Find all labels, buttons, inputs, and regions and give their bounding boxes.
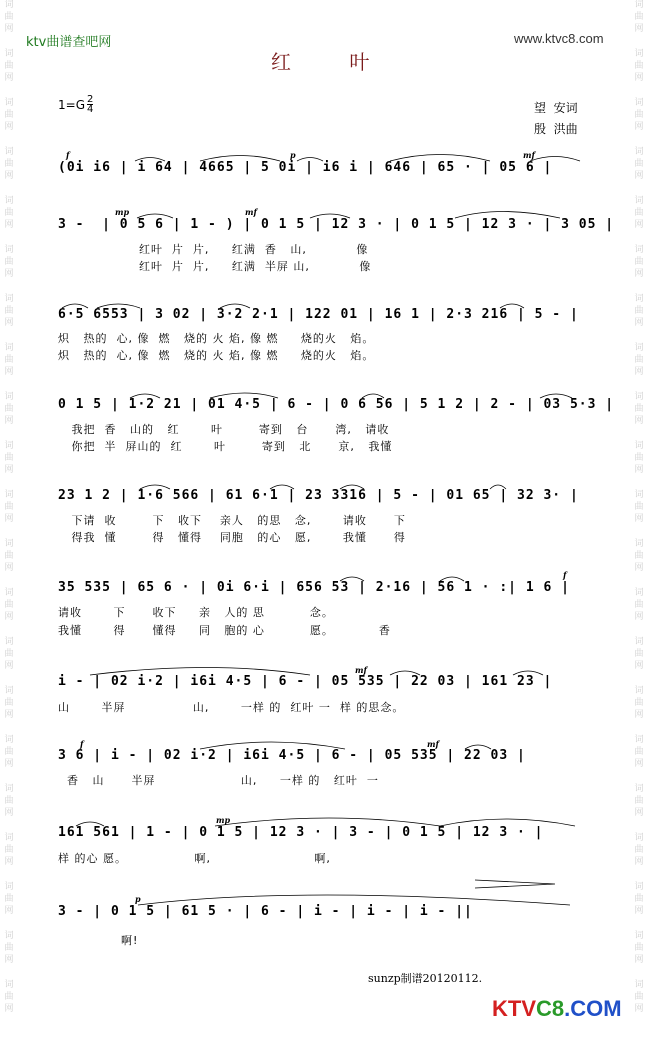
watermark-char: 词 <box>634 882 644 892</box>
lyricist: 望 安词 <box>534 101 578 115</box>
watermark-char: 网 <box>634 710 644 720</box>
watermark-char: 网 <box>4 171 14 181</box>
watermark-char: 网 <box>634 122 644 132</box>
watermark-char: 网 <box>4 24 14 34</box>
watermark-char: 曲 <box>4 600 14 610</box>
watermark-char: 词 <box>4 147 14 157</box>
watermark-char: 词 <box>4 833 14 843</box>
watermark-char: 曲 <box>4 894 14 904</box>
watermark-char: 曲 <box>4 404 14 414</box>
notation-row-3: 6·5 6553 | 3 02 | 3·2 2·1 | 122 01 | 16 1 | 2·3 216 | 5 - | <box>58 307 579 322</box>
time-top: 2 <box>87 94 94 105</box>
watermark-char: 词 <box>4 245 14 255</box>
key-signature: 1=G <box>58 98 85 112</box>
watermark-char: 曲 <box>4 257 14 267</box>
watermark-char: 曲 <box>634 12 644 22</box>
watermark-char: 曲 <box>634 796 644 806</box>
lyric-row-9: 样 的心 愿。 啊, 啊, <box>58 852 331 865</box>
watermark-char: 曲 <box>634 306 644 316</box>
site-logo[interactable] <box>492 996 622 1022</box>
watermark-char: 词 <box>634 588 644 598</box>
watermark-char: 网 <box>4 514 14 524</box>
watermark-char: 词 <box>4 980 14 990</box>
watermark-char: 词 <box>634 539 644 549</box>
watermark-char: 网 <box>4 73 14 83</box>
dynamic-mark: p <box>135 894 141 904</box>
dynamic-mark: mf <box>245 207 257 217</box>
watermark-char: 词 <box>634 980 644 990</box>
watermark-char: 曲 <box>4 12 14 22</box>
notation-row-1: (0i i6 | i 64 | 4665 | 5 0i | i6 i | 646 | 65 · | 05 6 | <box>58 160 553 175</box>
watermark-char: 曲 <box>634 894 644 904</box>
dynamic-mark: mp <box>115 207 130 217</box>
watermark-char: 曲 <box>4 208 14 218</box>
watermark-char: 词 <box>4 0 14 10</box>
watermark-char: 网 <box>634 514 644 524</box>
dynamic-mark: f <box>66 150 70 160</box>
watermark-char: 网 <box>4 612 14 622</box>
composer: 殷 洪曲 <box>534 122 578 136</box>
watermark-char: 曲 <box>634 61 644 71</box>
logo-part-1: KTV <box>492 996 536 1021</box>
lyric-row-10: 啊! <box>58 934 139 947</box>
watermark-char: 词 <box>4 882 14 892</box>
watermark-char: 网 <box>634 661 644 671</box>
lyric-row-3-verse-1: 炽 热的 心, 像 燃 烧的 火 焰, 像 燃 烧的火 焰。 <box>58 332 375 345</box>
watermark-char: 网 <box>634 955 644 965</box>
watermark-char: 网 <box>634 1004 644 1014</box>
lyric-row-4-verse-1: 我把 香 山的 红 叶 寄到 台 湾, 请收 <box>58 423 390 436</box>
lyric-row-7: 山 半屏 山, 一样 的 红叶 一 样 的思念。 <box>58 701 405 714</box>
watermark-char: 曲 <box>4 61 14 71</box>
watermark-char: 词 <box>4 490 14 500</box>
watermark-char: 词 <box>634 784 644 794</box>
watermark-char: 网 <box>4 955 14 965</box>
watermark-char: 网 <box>634 367 644 377</box>
watermark-char: 曲 <box>4 796 14 806</box>
dynamic-mark: f <box>80 739 84 749</box>
notation-row-4: 0 1 5 | 1·2 21 | 01 4·5 | 6 - | 0 6 56 | 5 1 2 | 2 - | 03 5·3 | <box>58 397 615 412</box>
watermark-char: 曲 <box>4 649 14 659</box>
watermark-char: 网 <box>634 465 644 475</box>
watermark-char: 词 <box>634 931 644 941</box>
watermark-char: 词 <box>634 490 644 500</box>
watermark-char: 曲 <box>634 110 644 120</box>
notation-row-6: 35 535 | 65 6 · | 0i 6·i | 656 53 | 2·16 | 56 1 · :| 1 6 | <box>58 580 570 595</box>
watermark-char: 曲 <box>634 257 644 267</box>
notation-row-10: 3 - | 0 1 5 | 61 5 · | 6 - | i - | i - | i - || <box>58 904 473 919</box>
watermark-char: 曲 <box>634 551 644 561</box>
watermark-char: 词 <box>4 196 14 206</box>
watermark-char: 网 <box>4 269 14 279</box>
watermark-char: 词 <box>4 441 14 451</box>
watermark-char: 词 <box>4 49 14 59</box>
notation-row-9: 161 561 | 1 - | 0 1 5 | 12 3 · | 3 - | 0 1 5 | 12 3 · | <box>58 825 544 840</box>
watermark-char: 曲 <box>634 159 644 169</box>
watermark-char: 曲 <box>4 551 14 561</box>
lyric-row-8: 香 山 半屏 山, 一样 的 红叶 一 <box>58 774 379 787</box>
lyric-row-2-verse-1: 红叶 片 片, 红满 香 山, 像 <box>58 243 369 256</box>
watermark-char: 曲 <box>4 992 14 1002</box>
watermark-char: 网 <box>634 24 644 34</box>
notation-row-5: 23 1 2 | 1·6 566 | 61 6·1 | 23 3316 | 5 - | 01 65 | 32 3· | <box>58 488 579 503</box>
lyric-row-3-verse-2: 炽 热的 心, 像 燃 烧的 火 焰, 像 燃 烧的火 焰。 <box>58 349 375 362</box>
watermark-char: 曲 <box>4 698 14 708</box>
watermark-char: 词 <box>634 343 644 353</box>
dynamic-mark: p <box>290 150 296 160</box>
watermark-char: 网 <box>4 710 14 720</box>
watermark-char: 曲 <box>634 208 644 218</box>
watermark-char: 网 <box>4 367 14 377</box>
notation-row-8: 3 6 | i - | 02 i·2 | i6i 4·5 | 6 - | 05 535 | 22 03 | <box>58 748 526 763</box>
watermark-char: 网 <box>634 906 644 916</box>
watermark-char: 曲 <box>4 110 14 120</box>
watermark-char: 曲 <box>4 845 14 855</box>
watermark-char: 词 <box>634 147 644 157</box>
watermark-char: 词 <box>634 833 644 843</box>
watermark-char: 网 <box>4 122 14 132</box>
watermark-char: 网 <box>634 563 644 573</box>
watermark-char: 词 <box>634 245 644 255</box>
lyric-row-6-verse-1: 请收 下 收下 亲 人的 思 念。 <box>58 606 334 619</box>
watermark-char: 曲 <box>634 600 644 610</box>
watermark-char: 词 <box>634 441 644 451</box>
watermark-char: 曲 <box>4 502 14 512</box>
watermark-char: 词 <box>634 735 644 745</box>
lyric-row-5-verse-2: 得我 懂 得 懂得 同胞 的心 愿, 我懂 得 <box>58 531 406 544</box>
watermark-char: 网 <box>4 465 14 475</box>
watermark-char: 网 <box>4 1004 14 1014</box>
watermark-char: 网 <box>4 318 14 328</box>
watermark-char: 词 <box>4 686 14 696</box>
site-url[interactable]: www.ktvc8.com <box>514 31 604 46</box>
lyric-row-5-verse-1: 下请 收 下 收下 亲人 的思 念, 请收 下 <box>58 514 406 527</box>
watermark-char: 词 <box>4 294 14 304</box>
song-title: 红 叶 <box>271 50 396 74</box>
watermark-char: 网 <box>4 661 14 671</box>
watermark-char: 曲 <box>634 698 644 708</box>
watermark-char: 网 <box>4 416 14 426</box>
dynamic-mark: mf <box>427 739 439 749</box>
watermark-char: 曲 <box>4 355 14 365</box>
dynamic-mark: f <box>563 570 567 580</box>
watermark-char: 词 <box>634 98 644 108</box>
watermark-char: 网 <box>634 416 644 426</box>
watermark-char: 网 <box>634 612 644 622</box>
watermark-char: 曲 <box>4 306 14 316</box>
lyric-row-4-verse-2: 你把 半 屏山的 红 叶 寄到 北 京, 我懂 <box>58 440 393 453</box>
watermark-char: 网 <box>634 857 644 867</box>
watermark-char: 网 <box>4 906 14 916</box>
watermark-char: 词 <box>4 784 14 794</box>
dynamic-mark: mf <box>523 150 535 160</box>
watermark-char: 词 <box>4 98 14 108</box>
time-bottom: 4 <box>87 104 94 115</box>
watermark-char: 词 <box>4 637 14 647</box>
watermark-char: 曲 <box>634 992 644 1002</box>
site-name[interactable]: ktv曲谱查吧网 <box>26 35 112 50</box>
watermark-char: 曲 <box>4 943 14 953</box>
watermark-char: 曲 <box>4 453 14 463</box>
watermark-char: 词 <box>634 686 644 696</box>
watermark-char: 网 <box>634 269 644 279</box>
watermark-char: 曲 <box>634 649 644 659</box>
watermark-char: 网 <box>634 220 644 230</box>
watermark-char: 曲 <box>4 747 14 757</box>
transcriber-credit: sunzp制谱20120112. <box>368 972 483 985</box>
logo-part-2: C8 <box>536 996 565 1021</box>
watermark-char: 网 <box>634 171 644 181</box>
watermark-char: 曲 <box>634 845 644 855</box>
watermark-char: 曲 <box>634 747 644 757</box>
dynamic-mark: mp <box>216 815 231 825</box>
watermark-char: 曲 <box>634 943 644 953</box>
watermark-char: 词 <box>4 343 14 353</box>
watermark-char: 曲 <box>634 355 644 365</box>
watermark-char: 网 <box>634 73 644 83</box>
watermark-char: 网 <box>4 808 14 818</box>
watermark-char: 曲 <box>634 502 644 512</box>
watermark-char: 网 <box>634 759 644 769</box>
watermark-char: 词 <box>634 49 644 59</box>
watermark-char: 词 <box>634 637 644 647</box>
watermark-char: 网 <box>4 759 14 769</box>
watermark-char: 词 <box>4 392 14 402</box>
lyric-row-6-verse-2: 我懂 得 懂得 同 胞的 心 愿。 香 <box>58 624 391 637</box>
watermark-char: 词 <box>4 588 14 598</box>
watermark-char: 网 <box>4 857 14 867</box>
watermark-char: 词 <box>4 931 14 941</box>
logo-part-3: .COM <box>564 996 622 1021</box>
watermark-char: 曲 <box>4 159 14 169</box>
watermark-char: 词 <box>4 539 14 549</box>
watermark-char: 词 <box>634 196 644 206</box>
watermark-char: 曲 <box>634 404 644 414</box>
watermark-char: 词 <box>4 735 14 745</box>
watermark-char: 词 <box>634 294 644 304</box>
dynamic-mark: mf <box>355 665 367 675</box>
watermark-char: 词 <box>634 392 644 402</box>
notation-row-2: 3 - | 0 5 6 | 1 - ) | 0 1 5 | 12 3 · | 0 1 5 | 12 3 · | 3 05 | <box>58 217 615 232</box>
watermark-char: 网 <box>634 808 644 818</box>
lyric-row-2-verse-2: 红叶 片 片, 红满 半屏 山, 像 <box>58 260 372 273</box>
watermark-char: 网 <box>634 318 644 328</box>
watermark-char: 网 <box>4 563 14 573</box>
watermark-char: 曲 <box>634 453 644 463</box>
watermark-char: 网 <box>4 220 14 230</box>
notation-row-7: i - | 02 i·2 | i6i 4·5 | 6 - | 05 535 | 22 03 | 161 23 | <box>58 674 553 689</box>
watermark-char: 词 <box>634 0 644 10</box>
